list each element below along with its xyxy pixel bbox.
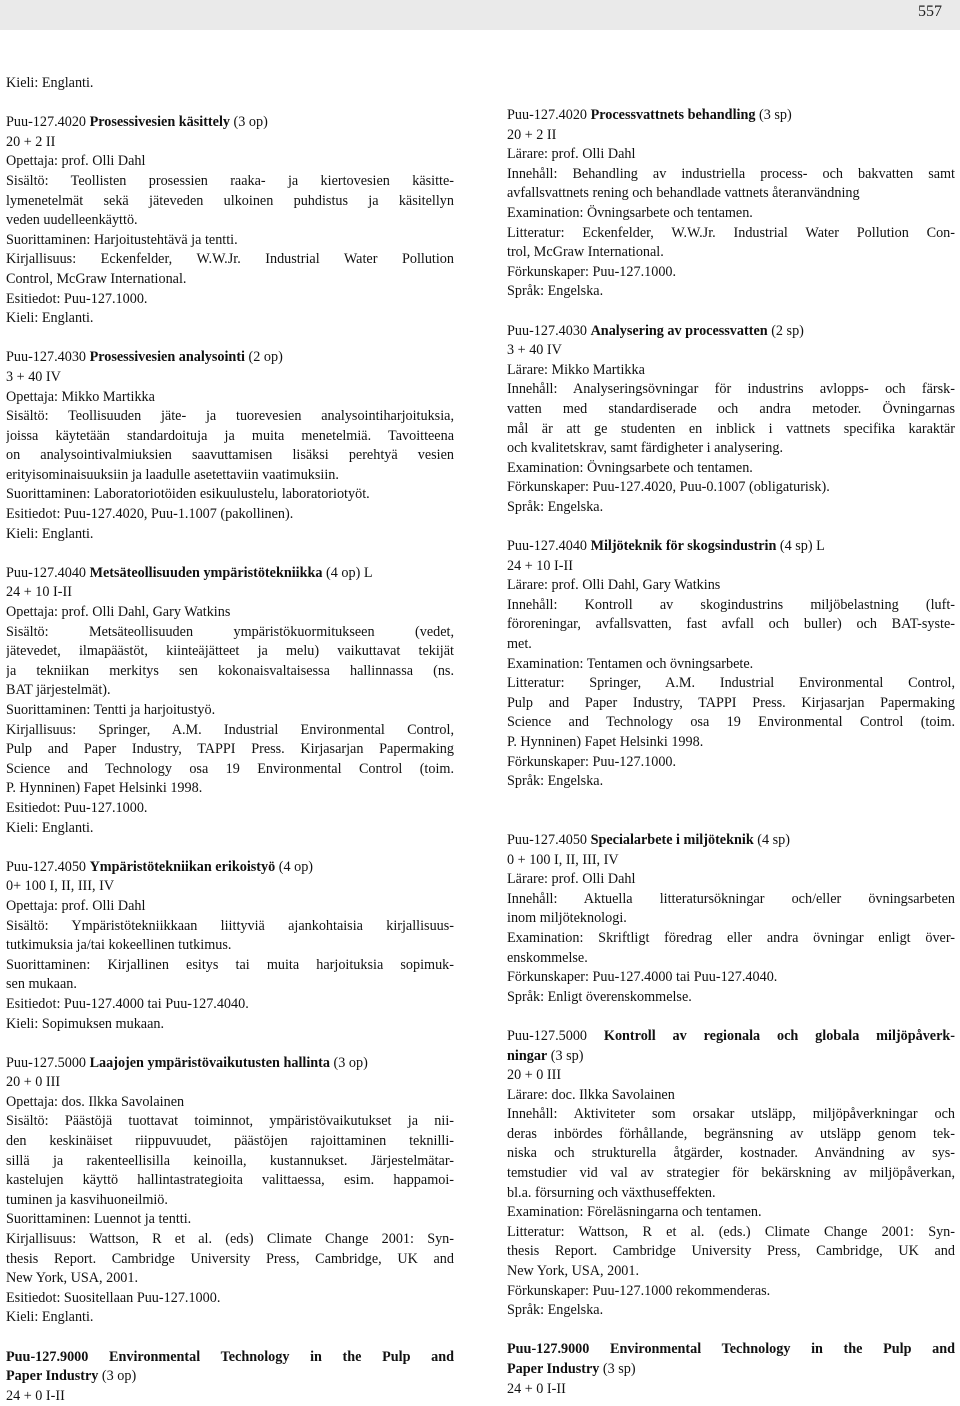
course-content: tuminen ja kasvihuoneilmiö. [6, 1191, 168, 1208]
course-language: Kieli: Sopimuksen mukaan. [6, 1015, 165, 1032]
course-content: met. [507, 636, 532, 653]
course-literature: trol, McGraw International. [507, 244, 664, 261]
course-prerequisites: Esitiedot: Puu-127.4020, Puu-1.1007 (pakollinen). [6, 506, 294, 523]
course-title: Paper Industry [507, 1361, 600, 1377]
course-hours: 20 + 0 III [507, 1067, 562, 1084]
course-block [507, 1027, 955, 1321]
course-block [6, 113, 454, 329]
course-language: Kieli: Englanti. [6, 1309, 94, 1326]
course-content: jätevedet, ilmapäästöt, kiinteäjätteet ja melu) vaikuttavat tekijät [6, 643, 454, 660]
course-prerequisites: Esitiedot: Puu-127.1000. [6, 799, 148, 816]
course-content: sillä ja rakenteellisilla keinoilla, kustannukset. Järjestelmätar- [6, 1152, 454, 1169]
course-teacher: Opettaja: dos. Ilkka Savolainen [6, 1093, 185, 1110]
course-content: on analysointivalmiuksien saavuttamisen lisäksi perehtyä vesien [6, 447, 454, 464]
course-completion: Suorittaminen: Kirjallinen esitys tai muita harjoituksia sopimuk- [6, 956, 454, 973]
course-completion: Suorittaminen: Harjoitustehtävä ja tentti. [6, 231, 238, 248]
course-content: Innehåll: Analyseringsövningar för industrins avlopps- och färsk- [507, 381, 955, 398]
course-literature: thesis Report. Cambridge University Press, Cambridge, UK and [507, 1243, 955, 1260]
course-teacher: Opettaja: prof. Olli Dahl [6, 897, 146, 914]
course-teacher: Opettaja: Mikko Martikka [6, 388, 155, 405]
course-content: lymenetelmät sekä jäteveden ulkoinen puhdistus ja käsitellyn [6, 192, 454, 209]
course-hours: 24 + 0 I-II [507, 1380, 566, 1397]
course-prerequisites: Förkunskaper: Puu-127.1000 rekommenderas. [507, 1282, 771, 1299]
course-examination: Examination: Övningsarbete och tentamen. [507, 204, 753, 221]
course-completion: Suorittaminen: Luennot ja tentti. [6, 1211, 192, 1228]
course-content: den keskinäiset riippuvuudet, päästöjen rajoittaminen teknilli- [6, 1133, 454, 1150]
course-language: Språk: Engelska. [507, 283, 604, 300]
course-hours: 20 + 0 III [6, 1074, 61, 1091]
course-literature: Kirjallisuus: Springer, A.M. Industrial Environmental Control, [6, 721, 454, 738]
course-credits: (3 sp) [550, 1047, 584, 1064]
language-line: Kieli: Englanti. [6, 75, 94, 91]
course-block [507, 831, 955, 1007]
course-teacher: Lärare: prof. Olli Dahl, Gary Watkins [507, 577, 721, 594]
course-content: inom miljöteknologi. [507, 910, 627, 927]
course-content: Sisältö: Metsäteollisuuden ympäristökuormitukseen (vedet, [6, 623, 454, 640]
course-examination: Examination: Föreläsningarna och tentamen. [507, 1204, 762, 1221]
course-literature: Pulp and Paper Industry, TAPPI Press. Kirjasarjan Papermaking [507, 694, 955, 711]
course-credits: (2 op) [248, 349, 283, 366]
course-block [6, 1054, 454, 1328]
course-code: Puu-127.5000 [6, 1054, 87, 1071]
course-content: Sisältö: Ympäristötekniikkaan liittyviä ajankohtaisia kirjallisuus- [6, 917, 454, 934]
course-completion: Suorittaminen: Laboratoriotöiden esikuulustelu, laboratoriotyöt. [6, 486, 370, 503]
course-block [6, 858, 454, 1034]
course-literature: Litteratur: Springer, A.M. Industrial Environmental Control, [507, 675, 955, 692]
course-code: Puu-127.4050 [507, 831, 588, 848]
course-teacher: Lärare: doc. Ilkka Savolainen [507, 1086, 675, 1103]
course-examination: Examination: Övningsarbete och tentamen. [507, 459, 753, 476]
course-content: Sisältö: Teollisten prosessien raaka- ja kiertovesien käsitte- [6, 172, 454, 189]
course-block [507, 322, 955, 518]
course-credits: (2 sp) [771, 322, 804, 339]
course-hours: 3 + 40 IV [507, 342, 562, 359]
course-language: Kieli: Englanti. [6, 525, 94, 542]
course-language: Språk: Engelska. [507, 498, 604, 515]
course-literature: New York, USA, 2001. [507, 1263, 640, 1280]
course-content: Innehåll: Behandling av industriella process- och bakvatten samt [507, 165, 955, 182]
course-literature: Control, McGraw International. [6, 270, 187, 287]
course-literature: Kirjallisuus: Eckenfelder, W.W.Jr. Industrial Water Pollution [6, 251, 454, 268]
course-literature: P. Hynninen) Fapet Helsinki 1998. [507, 734, 704, 750]
course-language: Språk: Engelska. [507, 1302, 604, 1319]
course-examination: Examination: Skriftligt föredrag eller andra övningar enligt över- [507, 929, 955, 946]
course-hours: 0 + 100 I, II, III, IV [507, 851, 619, 868]
course-credits: (3 op) [233, 114, 268, 131]
course-content: Sisältö: Päästöjä tuottavat toiminnot, ympäristövaikutukset ja nii- [6, 1113, 454, 1130]
course-teacher: Opettaja: prof. Olli Dahl, Gary Watkins [6, 604, 231, 621]
course-code: Puu-127.4050 [6, 858, 87, 875]
course-code: Puu-127.4040 [507, 538, 588, 555]
course-heading [507, 106, 955, 126]
course-heading [507, 1047, 955, 1067]
page-header-bar [0, 0, 960, 30]
course-heading [6, 564, 454, 584]
course-content: och kvalitetskrav, samt färdigheter i analysering. [507, 440, 784, 457]
course-literature: Litteratur: Wattson, R et al. (eds.) Climate Change 2001: Syn- [507, 1223, 955, 1240]
right-column [507, 106, 955, 1399]
course-title: Paper Industry [6, 1368, 99, 1385]
course-content: ja tekniikan merkitys sen kokonaisvaltaisessa hallinnassa (ns. [6, 662, 454, 679]
course-content: BAT järjestelmät). [6, 682, 111, 699]
course-content: Innehåll: Aktiviteter som orsakar utsläpp, miljöpåverkningar och [507, 1106, 955, 1123]
course-credits: (4 op) [278, 858, 314, 875]
course-literature: Science and Technology osa 19 Environmental Control (toim. [507, 714, 955, 731]
course-completion: sen mukaan. [6, 976, 77, 993]
course-hours: 3 + 40 IV [6, 368, 61, 385]
course-teacher: Lärare: prof. Olli Dahl [507, 871, 636, 888]
course-credits: (3 sp) [758, 107, 792, 123]
course-code: Puu-127.4030 [6, 349, 87, 366]
course-completion: Suorittaminen: Tentti ja harjoitustyö. [6, 702, 216, 718]
course-prerequisites: Esitiedot: Suositellaan Puu-127.1000. [6, 1289, 221, 1306]
course-content: deras inbördes förhållande, begränsning av utsläpp genom tek- [507, 1125, 955, 1142]
course-content: Innehåll: Kontroll av skogindustrins miljöbelastning (luft- [507, 596, 955, 613]
page-number: 557 [918, 3, 942, 20]
course-block [507, 537, 955, 792]
course-content: joissa käytetään standardoituja ja muita menetelmiä. Tavoitteena [6, 427, 454, 444]
course-language: Kieli: Englanti. [6, 819, 94, 836]
course-content: avfallsvattnets rening och behandlade vattnets återanvändning [507, 185, 860, 202]
course-language: Kieli: Englanti. [6, 310, 94, 327]
course-title: Analysering av processvatten [590, 322, 768, 339]
course-title: Puu-127.9000 Environmental Technology in the Pulp and [507, 1341, 955, 1358]
course-content: veden uudelleenkäyttö. [6, 212, 138, 229]
course-literature: Pulp and Paper Industry, TAPPI Press. Kirjasarjan Papermaking [6, 741, 454, 758]
course-content: Innehåll: Aktuella litteratursökningar och/eller övningsarbeten [507, 890, 955, 907]
course-heading [6, 348, 454, 368]
course-content: temstudier vid val av strategier för bekärskning av miljöpåverkan, [507, 1165, 955, 1182]
course-heading [507, 1027, 955, 1047]
course-heading [507, 831, 955, 851]
course-credits: (3 sp) [602, 1361, 636, 1377]
course-hours: 24 + 0 I-II [6, 1387, 65, 1404]
course-content: föroreningar, avfallsvatten, fast avfall och buller) och BAT-syste- [507, 616, 955, 633]
course-prerequisites: Förkunskaper: Puu-127.1000. [507, 263, 677, 280]
course-content: vatten med standardiserade och andra metoder. Övningarnas [507, 400, 955, 417]
course-language: Språk: Engelska. [507, 773, 604, 790]
course-code: Puu-127.4020 [6, 114, 87, 131]
course-title: Puu-127.9000 Environmental Technology in the Pulp and [6, 1348, 454, 1365]
course-prerequisites: Förkunskaper: Puu-127.4000 tai Puu-127.4040. [507, 969, 778, 986]
course-block [6, 564, 454, 838]
course-block [6, 1348, 454, 1406]
course-credits: (4 sp) L [779, 538, 825, 555]
course-content: mål är att ge studenten en inblick i vattnets specifika karaktär [507, 420, 955, 437]
course-title: Prosessivesien käsittely [89, 114, 230, 131]
course-block [507, 1340, 955, 1399]
course-heading [507, 322, 955, 342]
course-teacher: Lärare: Mikko Martikka [507, 361, 645, 378]
course-heading [507, 537, 955, 557]
course-literature: P. Hynninen) Fapet Helsinki 1998. [6, 780, 203, 797]
course-teacher: Opettaja: prof. Olli Dahl [6, 153, 146, 170]
course-heading [6, 858, 454, 878]
course-credits: (3 op) [333, 1054, 368, 1071]
course-title: Laajojen ympäristövaikutusten hallinta [89, 1054, 330, 1071]
course-examination: enskommelse. [507, 949, 588, 966]
course-heading [6, 1367, 454, 1387]
course-teacher: Lärare: prof. Olli Dahl [507, 146, 636, 163]
course-prerequisites: Förkunskaper: Puu-127.4020, Puu-0.1007 (obligaturisk). [507, 479, 830, 496]
course-code: Puu-127.4040 [6, 564, 87, 581]
course-block [6, 348, 454, 544]
course-code: Puu-127.4020 [507, 107, 588, 123]
course-content: tutkimuksia ja/tai kokeellinen tutkimus. [6, 937, 232, 954]
course-language: Språk: Enligt överenskommelse. [507, 988, 692, 1005]
course-code: Puu-127.4030 [507, 322, 588, 339]
course-title: Kontroll av regionala och globala miljöpåverk- [603, 1027, 955, 1044]
course-examination: Examination: Tentamen och övningsarbete. [507, 655, 754, 672]
course-credits: (4 sp) [757, 831, 790, 848]
course-credits: (3 op) [101, 1368, 137, 1385]
course-content: erityisominaisuuksiin ja laadulle asetettaviin vaatimuksiin. [6, 466, 339, 483]
course-heading [507, 1360, 955, 1380]
course-title: Prosessivesien analysointi [89, 349, 245, 366]
course-title: Ympäristötekniikan erikoistyö [89, 858, 276, 875]
course-hours: 20 + 2 II [507, 126, 557, 143]
course-literature: Litteratur: Eckenfelder, W.W.Jr. Industrial Water Pollution Con- [507, 224, 955, 241]
course-title: Specialarbete i miljöteknik [590, 831, 754, 848]
course-literature: thesis Report. Cambridge University Press, Cambridge, UK and [6, 1250, 454, 1267]
course-content: bl.a. försurning och växthuseffekten. [507, 1184, 716, 1201]
course-hours: 0+ 100 I, II, III, IV [6, 878, 115, 895]
course-heading [6, 1054, 454, 1074]
left-column [6, 74, 454, 1406]
course-hours: 24 + 10 I-II [507, 557, 573, 574]
course-title: Processvattnets behandling [590, 107, 756, 123]
course-content: niska och strukturella åtgärder, kostnader. Användning av sys- [507, 1145, 955, 1162]
course-title: Metsäteollisuuden ympäristötekniikka [89, 564, 323, 581]
course-heading [6, 113, 454, 133]
course-credits: (4 op) L [326, 564, 373, 581]
course-content: kastelujen käyttö hallintastrategioita valittaessa, esim. happamoi- [6, 1172, 454, 1189]
course-hours: 24 + 10 I-II [6, 584, 72, 601]
course-title: ningar [507, 1047, 548, 1064]
course-block [507, 106, 955, 302]
course-literature: Science and Technology osa 19 Environmental Control (toim. [6, 760, 454, 777]
course-content: Sisältö: Teollisuuden jäte- ja tuorevesien analysointiharjoituksia, [6, 408, 454, 425]
course-prerequisites: Förkunskaper: Puu-127.1000. [507, 753, 677, 770]
course-code: Puu-127.5000 [507, 1027, 588, 1044]
course-literature: Kirjallisuus: Wattson, R et al. (eds) Climate Change 2001: Syn- [6, 1231, 454, 1248]
course-prerequisites: Esitiedot: Puu-127.4000 tai Puu-127.4040. [6, 995, 249, 1012]
course-title: Miljöteknik för skogsindustrin [590, 538, 777, 555]
course-literature: New York, USA, 2001. [6, 1270, 139, 1287]
course-prerequisites: Esitiedot: Puu-127.1000. [6, 290, 148, 307]
course-hours: 20 + 2 II [6, 133, 56, 150]
